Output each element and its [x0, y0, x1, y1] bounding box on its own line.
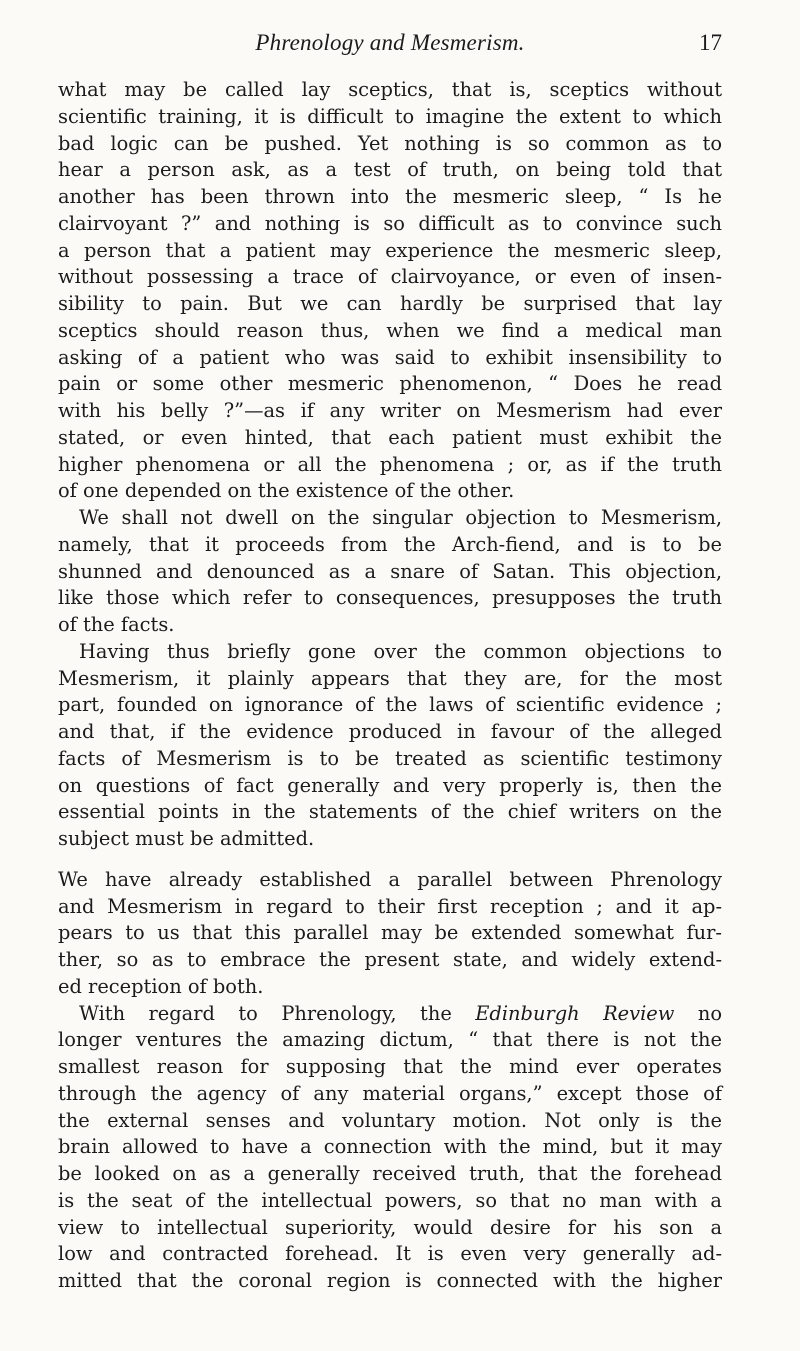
paragraph-scientific-evidence: [58, 639, 722, 853]
text-line: hear a person ask, as a test of truth, on being told that: [58, 158, 722, 182]
review-title: Edinburgh Review: [475, 1001, 675, 1025]
paragraph-phrenology: [58, 1001, 722, 1295]
text-line: the external senses and voluntary motion. Not only is the: [58, 1108, 722, 1132]
text-line: namely, that it proceeds from the Arch-fiend, and is to be: [58, 532, 722, 556]
text-line: of the facts.: [58, 613, 175, 636]
text-line: without possessing a trace of clairvoyance, or even of insen-: [58, 265, 722, 289]
page-number: 17: [699, 30, 722, 55]
text-line: facts of Mesmerism is to be treated as scientific testimony: [58, 746, 722, 770]
text-line: with his belly ?”—as if any writer on Mesmerism had ever: [58, 399, 722, 422]
text-line: view to intellectual superiority, would desire for his son a: [58, 1215, 722, 1239]
text-line: pain or some other mesmeric phenomenon, “ Does he read: [58, 372, 722, 396]
text-line: be looked on as a generally received truth, that the forehead: [58, 1162, 722, 1185]
text-line: is the seat of the intellectual powers, so that no man with a: [58, 1188, 722, 1212]
text-fragment: no: [697, 1001, 723, 1025]
text-line-with-citation: [58, 1001, 722, 1028]
running-head: [58, 30, 722, 62]
body-text: [58, 77, 722, 1295]
text-line: brain allowed to have a connection with the mind, but it may: [58, 1135, 722, 1159]
text-line: of one depended on the existence of the other.: [58, 479, 515, 503]
text-line: sceptics should reason thus, when we find a medical man: [58, 318, 722, 342]
text-line: part, founded on ignorance of the laws of scientific evidence ;: [58, 693, 722, 717]
text-line: ther, so as to embrace the present state, and widely extend-: [58, 948, 722, 971]
text-line: sibility to pain. But we can hardly be surprised that lay: [58, 292, 722, 315]
text-line: subject must be admitted.: [58, 827, 315, 850]
paragraph-spacing: [58, 853, 722, 867]
text-line: Having thus briefly gone over the common objections to: [79, 639, 722, 663]
text-line: scientific training, it is difficult to imagine the extent to which: [58, 104, 722, 128]
text-line: clairvoyant ?” and nothing is so difficult as to convince such: [58, 211, 722, 235]
text-line: and that, if the evidence produced in favour of the alleged: [58, 720, 722, 743]
text-line: We have already established a parallel between Phrenology: [58, 867, 722, 891]
text-line: asking of a patient who was said to exhibit insensibility to: [58, 345, 722, 369]
text-line: stated, or even hinted, that each patient must exhibit the: [58, 425, 722, 449]
text-line: like those which refer to consequences, presupposes the truth: [58, 586, 722, 610]
text-line: and Mesmerism in regard to their first reception ; and it ap-: [58, 894, 722, 918]
text-line: shunned and denounced as a snare of Satan. This objection,: [58, 559, 722, 583]
text-line: ed reception of both.: [58, 974, 264, 998]
text-line: longer ventures the amazing dictum, “ that there is not the: [58, 1028, 722, 1052]
text-line: mitted that the coronal region is connected with the higher: [58, 1269, 722, 1292]
text-line: essential points in the statements of the chief writers on the: [58, 800, 722, 824]
text-line: a person that a patient may experience the mesmeric sleep,: [58, 238, 722, 262]
running-title: Phrenology and Mesmerism.: [255, 30, 525, 55]
paragraph-parallel: [58, 867, 722, 1001]
text-line: pears to us that this parallel may be extended somewhat fur-: [58, 921, 722, 945]
text-line: what may be called lay sceptics, that is, sceptics without: [58, 78, 722, 101]
text-line: on questions of fact generally and very properly is, then the: [58, 773, 722, 797]
text-line: higher phenomena or all the phenomena ; or, as if the truth: [58, 452, 722, 476]
text-fragment: With regard to Phrenology, the: [79, 1001, 452, 1025]
text-line: bad logic can be pushed. Yet nothing is so common as to: [58, 131, 722, 155]
paragraph-scepticism: [58, 77, 722, 505]
text-line: another has been thrown into the mesmeric sleep, “ Is he: [58, 185, 722, 208]
text-line: low and contracted forehead. It is even very generally ad-: [58, 1242, 722, 1266]
text-line: through the agency of any material organs,” except those of: [58, 1081, 722, 1105]
text-line: We shall not dwell on the singular objection to Mesmerism,: [79, 506, 722, 529]
text-line: smallest reason for supposing that the mind ever operates: [58, 1055, 722, 1078]
text-line: Mesmerism, it plainly appears that they are, for the most: [58, 666, 722, 690]
paragraph-arch-fiend: [58, 505, 722, 639]
